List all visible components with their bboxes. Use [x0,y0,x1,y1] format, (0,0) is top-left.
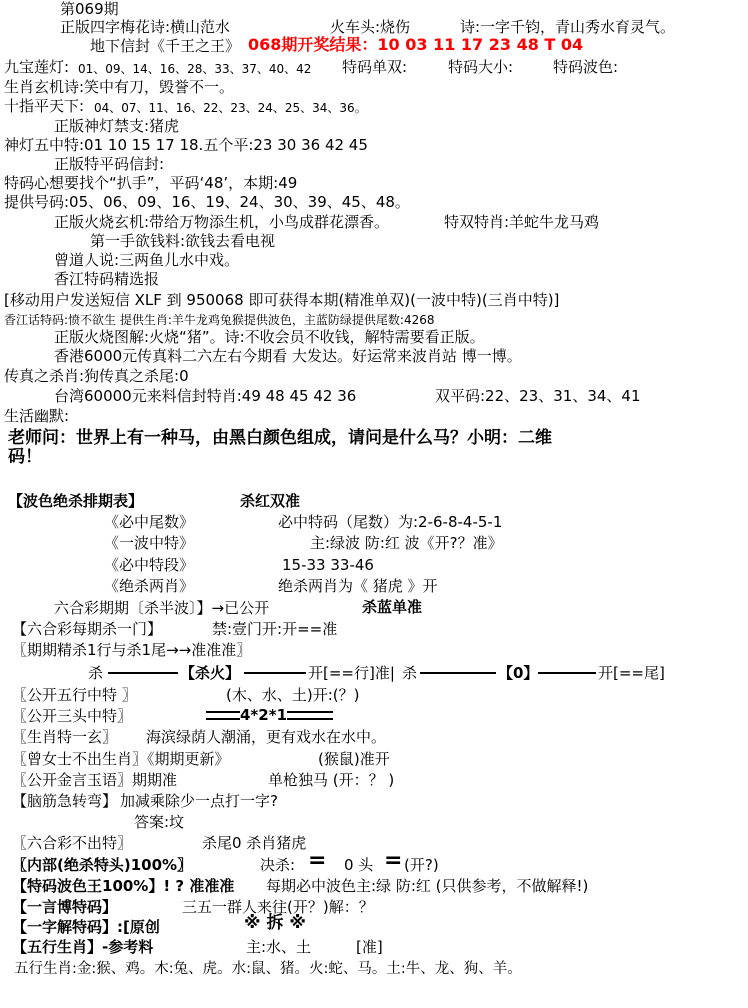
open-tail: 开[==尾] [598,664,665,682]
xiangjiang-report: 香江特码精选报 [54,270,160,288]
must-tail-value: 必中特码（尾数）为:2-6-8-4-5-1 [278,513,503,531]
brain-teaser-label: 【脑筋急转弯】 [12,792,118,810]
five-elements-ref: 【五行生肖】-参考料 [12,938,154,956]
double-flat: 双平码:22、23、31、34、41 [435,387,641,405]
sms-promo: [移动用户发送短信 XLF 到 950068 即可获得本期(精准单双)(一波中特)(三肖中特)] [4,291,560,309]
kill-two-label: 《绝杀两肖》 [104,577,195,595]
humor-label: 生活幽默: [4,407,70,425]
lamp-five: 神灯五中特:01 10 15 17 18.五个平:23 30 36 42 45 [4,136,368,154]
internal-kill-label: 〖内部(绝杀特头)100%〗 [12,856,193,874]
joke-line-1: 老师问：世界上有一种马，由黑白颜色组成，请问是什么马？小明：二维 [8,428,552,448]
size-label: 特码大小: [448,58,514,76]
wave-kill-table: 【波色绝杀排期表】 [8,492,144,510]
train-head: 火车头:烧伤 [330,18,411,36]
lotus-lamp-numbers: 01、09、14、16、28、33、37、40、42 [78,62,312,76]
kill-two-value: 绝杀两肖为《 猪虎 》开 [278,577,438,595]
first-hand: 第一手欲钱料:欲钱去看电视 [90,232,276,250]
double-zodiac: 特双特肖:羊蛇牛龙马鸡 [444,213,600,231]
kill-b: 杀 [402,664,418,682]
draw-result: 068期开奖结果：10 03 11 17 23 48 T 04 [248,35,584,54]
plum-poem: 正版四字梅花诗:横山范水 [60,18,231,36]
ms-zeng-value: (猴鼠)准开 [318,750,390,768]
internal-kill-prefix: 决杀: [260,856,296,874]
xiangjiang-words: 香江话特码:愤不欲生 提供生肖:羊牛龙鸡兔猴提供波色，主蓝防绿提供尾数:4268 [4,313,435,327]
underground-envelope: 地下信封《千王之王》 [90,37,241,55]
hk-fax: 香港6000元传真料二六左右今期看 大发达。好运常来波肖站 博一博。 [54,347,522,365]
must-segment-value: 15-33 33-46 [282,556,374,574]
ten-fingers-label: 十指平天下: [4,97,85,115]
one-word-value: 三五一群人来往(开？)解：？ [182,898,374,916]
five-elements-main: 主:水、土 [246,938,312,956]
kill-one-door-value: 禁:壹门开:开==准 [212,620,338,638]
one-char-value: ※ 拆 ※ [244,913,306,933]
golden-words-value: 单枪独马 (开：？ ) [268,771,395,789]
no-special-label: 〖六合彩不出特〗 [12,834,133,852]
fire-graphic: 正版火烧图解:火烧“猪”。诗:不收会员不收钱，解特需要看正版。 [54,328,485,346]
kill-blue: 杀蓝单准 [362,598,423,616]
wave-king-label: 【特码波色王100%】! ? 准准准 [12,877,235,895]
half-wave: 六合彩期期〔杀半波〕】→已公开 [54,599,270,617]
kill-red: 杀红双准 [240,492,301,510]
kill-zero: 【0】 [498,664,539,682]
equals-mark: = [308,848,327,873]
lamp-ban: 正版神灯禁支:猪虎 [54,117,180,135]
five-elements-sure: [准] [356,938,383,956]
taiwan-envelope: 台湾60000元来料信封特肖:49 48 45 42 36 [54,387,357,405]
divider [420,672,496,674]
golden-words-label: 〖公开金言玉语〗期期准 [12,771,178,789]
one-word-label: 【一言博特码】 [12,898,118,916]
divider [108,672,178,674]
zodiac-poem: 生肖玄机诗:笑中有刀，毁誉不一。 [4,78,235,96]
bar-mark [206,711,240,720]
issue-number: 第069期 [60,0,119,18]
flat-envelope: 正版特平码信封: [54,155,165,173]
five-element-label: 〖公开五行中特 〗 [12,686,137,704]
ten-fingers-numbers: 04、07、11、16、22、23、24、25、34、36。 [94,101,367,115]
kill-row-tail: 〖期期精杀1行与杀1尾→→准准准〗 [12,641,252,659]
five-element-value: (木、水、土)开:(？) [226,686,360,704]
must-tail-label: 《必中尾数》 [104,513,195,531]
no-special-value: 杀尾0 杀肖猪虎 [202,834,307,852]
one-wave-value: 主:绿波 防:红 波《开?？准》 [310,534,503,552]
fire-mystery: 正版火烧玄机:带给万物添生机，小鸟成群花漂香。 [54,213,390,231]
internal-kill-open: (开?) [404,856,439,874]
wave-color-label: 特码波色: [553,58,619,76]
internal-kill-head: 0 头 [344,856,374,874]
divider [538,672,596,674]
lotus-lamp-label: 九宝莲灯: [4,58,70,76]
one-wave-label: 《一波中特》 [104,534,195,552]
odd-even-label: 特码单双: [342,58,408,76]
equals-mark: = [384,848,403,873]
wave-king-value: 每期必中波色主:绿 防:红 (只供参考，不做解释!) [266,877,589,895]
zodiac-mystery-label: 〖生肖特一玄〗 [12,728,118,746]
open-row: 开[==行]准| [308,664,395,682]
kill-fire: 【杀火】 [180,664,241,682]
fax-kill: 传真之杀肖:狗传真之杀尾:0 [4,367,189,385]
kill-a: 杀 [88,664,104,682]
zodiac-mystery-value: 海滨绿荫人潮涌，更有戏水在水中。 [146,728,387,746]
provided-numbers: 提供号码:05、06、09、16、19、24、30、39、45、48。 [4,193,410,211]
joke-line-2: 码！ [8,447,42,467]
five-elements-list: 五行生肖:金:猴、鸡。木:兔、虎。水:鼠、猪。火:蛇、马。土:牛、龙、狗、羊。 [14,961,522,977]
one-char-label: 【一字解特码】:[原创 [12,918,160,936]
bar-mark [287,711,333,720]
three-head-digits: 4*2*1 [240,706,287,724]
kill-one-door: 【六合彩每期杀一门】 [12,620,163,638]
must-segment-label: 《必中特段》 [104,556,195,574]
pickpocket-line: 特码心想要找个“扒手”，平码‘48’，本期:49 [4,174,298,192]
three-head-value [206,706,333,724]
ms-zeng-label: 〖曾女士不出生肖〗《期期更新》 [12,750,230,768]
zeng-says: 曾道人说:三两鱼儿水中戏。 [54,251,240,269]
three-head-label: 〖公开三头中特〗 [12,707,133,725]
brain-teaser-question: 加减乘除少一点打一字? [120,792,278,810]
brain-teaser-answer: 答案:坟 [134,813,185,831]
poem-line: 诗:一字千钧，青山秀水育灵气。 [460,18,676,36]
divider [244,672,306,674]
